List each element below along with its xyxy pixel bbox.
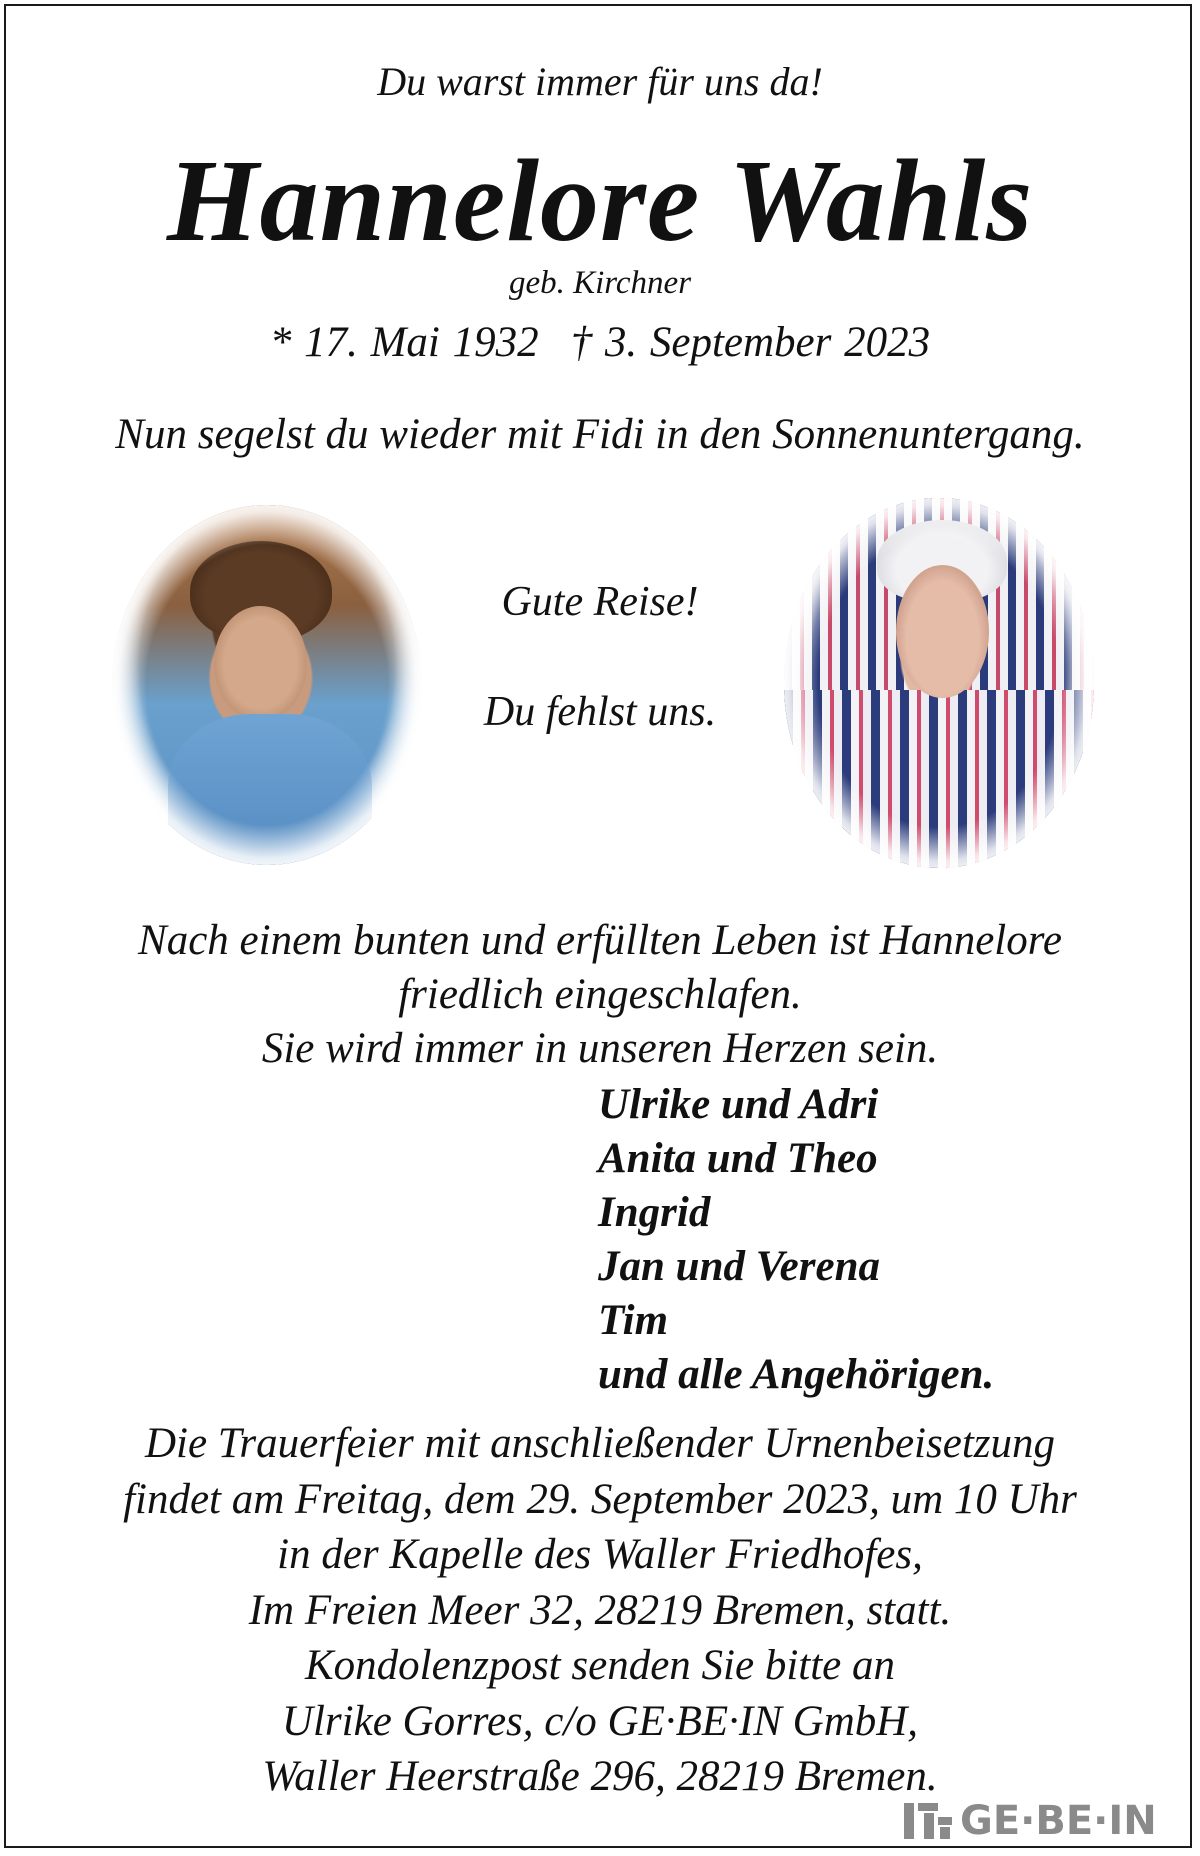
death-date: † 3. September 2023 (570, 319, 931, 366)
signers-list (598, 1078, 994, 1402)
portrait-young-photo (112, 505, 422, 865)
funeral-line: Kondolenzpost senden Sie bitte an (305, 1642, 895, 1689)
signer: und alle Angehörigen. (598, 1351, 995, 1398)
miss-you-text: Du fehlst uns. (483, 689, 717, 735)
memory-line: Sie wird immer in unseren Herzen sein. (261, 1025, 939, 1072)
funeral-line: in der Kapelle des Waller Friedhofes, (277, 1531, 923, 1578)
gebein-logo-text: GE·BE·IN (960, 1798, 1157, 1844)
deceased-name: Hannelore Wahls (166, 135, 1034, 266)
birth-name: geb. Kirchner (508, 265, 692, 301)
signer: Ulrike und Adri (598, 1081, 879, 1128)
funeral-line: Waller Heerstraße 296, 28219 Bremen. (262, 1753, 938, 1800)
funeral-line: Im Freien Meer 32, 28219 Bremen, statt. (248, 1586, 952, 1634)
memory-text (0, 914, 1200, 1076)
memory-line: Nach einem bunten und erfüllten Leben ist Hannelore (138, 917, 1062, 964)
birth-date: * 17. Mai 1932 (269, 319, 539, 366)
signer: Tim (598, 1297, 669, 1344)
motto: Du warst immer für uns da! (377, 59, 823, 104)
life-dates (0, 318, 1200, 367)
memory-line: friedlich eingeschlafen. (398, 971, 802, 1018)
portrait-old-photo (784, 498, 1094, 868)
funeral-line: Die Trauerfeier mit anschließender Urnenbeisetzung (144, 1420, 1056, 1467)
funeral-line: Ulrike Gorres, c/o GE·BE·IN GmbH, (281, 1697, 919, 1745)
funeral-info (0, 1416, 1200, 1805)
signer: Ingrid (598, 1189, 711, 1236)
good-journey-text: Gute Reise! (501, 579, 699, 625)
funeral-line: findet am Freitag, dem 29. September 2023, um 10 Uhr (123, 1475, 1077, 1523)
signer: Anita und Theo (598, 1135, 878, 1182)
signer: Jan und Verena (598, 1243, 880, 1290)
gebein-logo-icon (902, 1799, 954, 1843)
farewell-line: Nun segelst du wieder mit Fidi in den Sonnenuntergang. (115, 411, 1085, 458)
gebein-logo (902, 1798, 1157, 1844)
